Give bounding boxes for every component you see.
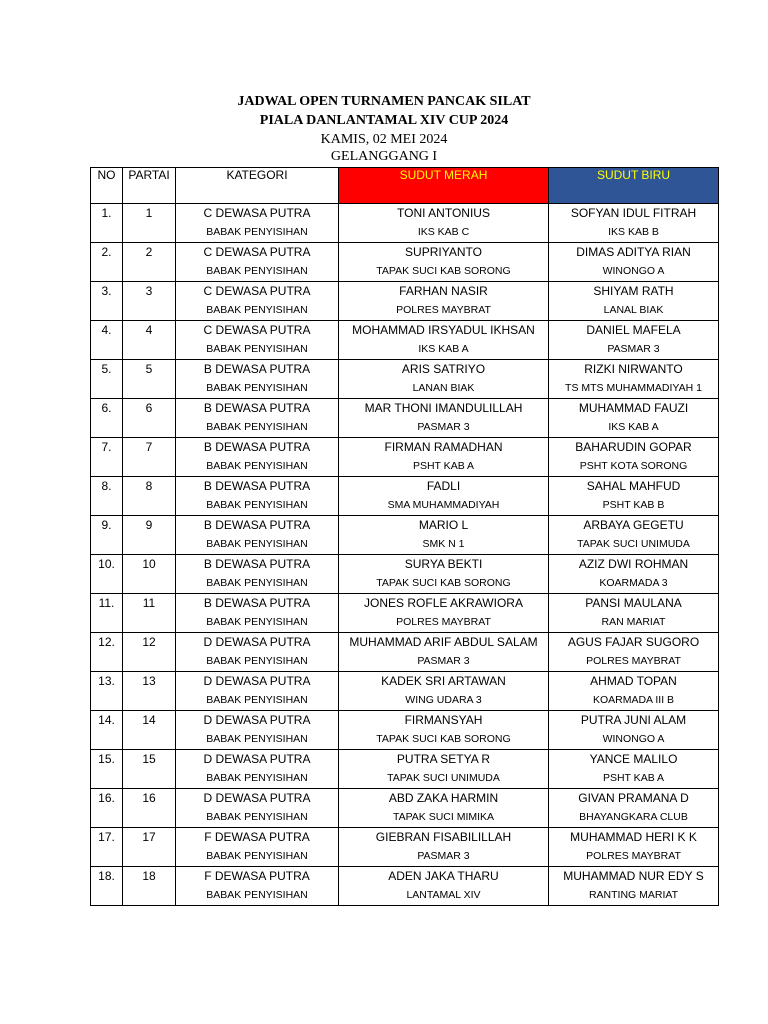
partai-number: 9: [123, 516, 176, 536]
red-corner-team: PASMAR 3: [339, 652, 549, 672]
red-corner-team: LANTAMAL XIV: [339, 886, 549, 906]
match-number: 4.: [91, 321, 123, 341]
kategori-cell: B DEWASA PUTRA: [176, 438, 339, 458]
empty-cell: [91, 574, 123, 594]
schedule-body: [91, 204, 719, 906]
blue-corner-name: PANSI MAULANA: [549, 594, 719, 614]
empty-cell: [123, 613, 176, 633]
match-row: [91, 672, 719, 692]
partai-number: 8: [123, 477, 176, 497]
match-row-detail: [91, 886, 719, 906]
partai-number: 5: [123, 360, 176, 380]
red-corner-team: TAPAK SUCI KAB SORONG: [339, 262, 549, 282]
blue-corner-name: MUHAMMAD HERI K K: [549, 828, 719, 848]
document-title: JADWAL OPEN TURNAMEN PANCAK SILAT: [237, 94, 531, 109]
match-number: 15.: [91, 750, 123, 770]
blue-corner-name: PUTRA JUNI ALAM: [549, 711, 719, 731]
empty-cell: [123, 223, 176, 243]
schedule-table: [90, 167, 719, 906]
blue-corner-team: TAPAK SUCI UNIMUDA: [549, 535, 719, 555]
red-corner-name: MOHAMMAD IRSYADUL IKHSAN: [339, 321, 549, 341]
partai-number: 13: [123, 672, 176, 692]
kategori-cell: C DEWASA PUTRA: [176, 243, 339, 263]
blue-corner-team: PSHT KAB B: [549, 496, 719, 516]
blue-corner-team: PSHT KAB A: [549, 769, 719, 789]
babak-cell: BABAK PENYISIHAN: [176, 418, 339, 438]
blue-corner-name: SHIYAM RATH: [549, 282, 719, 302]
kategori-cell: D DEWASA PUTRA: [176, 633, 339, 653]
empty-cell: [123, 418, 176, 438]
red-corner-team: IKS KAB C: [339, 223, 549, 243]
match-row-detail: [91, 769, 719, 789]
red-corner-name: KADEK SRI ARTAWAN: [339, 672, 549, 692]
blue-corner-team: LANAL BIAK: [549, 301, 719, 321]
empty-cell: [123, 847, 176, 867]
red-corner-name: FIRMAN RAMADHAN: [339, 438, 549, 458]
babak-cell: BABAK PENYISIHAN: [176, 457, 339, 477]
match-row: [91, 555, 719, 575]
empty-cell: [123, 301, 176, 321]
partai-number: 7: [123, 438, 176, 458]
match-row: [91, 594, 719, 614]
blue-corner-team: KOARMADA 3: [549, 574, 719, 594]
match-number: 6.: [91, 399, 123, 419]
kategori-cell: D DEWASA PUTRA: [176, 750, 339, 770]
match-row-detail: [91, 223, 719, 243]
empty-cell: [91, 769, 123, 789]
match-row: [91, 789, 719, 809]
blue-corner-team: IKS KAB A: [549, 418, 719, 438]
match-row: [91, 828, 719, 848]
match-number: 18.: [91, 867, 123, 887]
babak-cell: BABAK PENYISIHAN: [176, 301, 339, 321]
empty-cell: [123, 496, 176, 516]
match-number: 3.: [91, 282, 123, 302]
kategori-cell: D DEWASA PUTRA: [176, 789, 339, 809]
match-row: [91, 438, 719, 458]
kategori-cell: B DEWASA PUTRA: [176, 594, 339, 614]
red-corner-name: TONI ANTONIUS: [339, 204, 549, 224]
babak-cell: BABAK PENYISIHAN: [176, 847, 339, 867]
kategori-cell: F DEWASA PUTRA: [176, 828, 339, 848]
red-corner-name: PUTRA SETYA R: [339, 750, 549, 770]
blue-corner-team: RAN MARIAT: [549, 613, 719, 633]
empty-cell: [91, 847, 123, 867]
blue-corner-name: DIMAS ADITYA RIAN: [549, 243, 719, 263]
blue-corner-name: AHMAD TOPAN: [549, 672, 719, 692]
babak-cell: BABAK PENYISIHAN: [176, 886, 339, 906]
blue-corner-team: BHAYANGKARA CLUB: [549, 808, 719, 828]
partai-number: 14: [123, 711, 176, 731]
match-row-detail: [91, 496, 719, 516]
blue-corner-team: RANTING MARIAT: [549, 886, 719, 906]
empty-cell: [91, 223, 123, 243]
match-number: 16.: [91, 789, 123, 809]
match-row: [91, 750, 719, 770]
match-number: 14.: [91, 711, 123, 731]
empty-cell: [123, 808, 176, 828]
empty-cell: [123, 574, 176, 594]
blue-corner-team: POLRES MAYBRAT: [549, 652, 719, 672]
match-row: [91, 633, 719, 653]
match-row-detail: [91, 262, 719, 282]
red-corner-team: SMK N 1: [339, 535, 549, 555]
header-kategori: KATEGORI: [176, 168, 339, 204]
blue-corner-name: GIVAN PRAMANA D: [549, 789, 719, 809]
red-corner-name: MARIO L: [339, 516, 549, 536]
match-row: [91, 867, 719, 887]
empty-cell: [91, 457, 123, 477]
babak-cell: BABAK PENYISIHAN: [176, 691, 339, 711]
babak-cell: BABAK PENYISIHAN: [176, 652, 339, 672]
babak-cell: BABAK PENYISIHAN: [176, 262, 339, 282]
red-corner-team: PASMAR 3: [339, 418, 549, 438]
match-number: 11.: [91, 594, 123, 614]
header-sudut-merah: SUDUT MERAH: [339, 168, 549, 204]
blue-corner-team: TS MTS MUHAMMADIYAH 1: [549, 379, 719, 399]
arena-label: GELANGGANG I: [330, 149, 438, 164]
kategori-cell: B DEWASA PUTRA: [176, 555, 339, 575]
empty-cell: [123, 730, 176, 750]
red-corner-name: MUHAMMAD ARIF ABDUL SALAM: [339, 633, 549, 653]
blue-corner-team: KOARMADA III B: [549, 691, 719, 711]
blue-corner-name: SAHAL MAHFUD: [549, 477, 719, 497]
red-corner-name: GIEBRAN FISABILILLAH: [339, 828, 549, 848]
match-number: 17.: [91, 828, 123, 848]
red-corner-team: LANAN BIAK: [339, 379, 549, 399]
babak-cell: BABAK PENYISIHAN: [176, 340, 339, 360]
match-number: 5.: [91, 360, 123, 380]
partai-number: 4: [123, 321, 176, 341]
empty-cell: [91, 418, 123, 438]
red-corner-team: TAPAK SUCI KAB SORONG: [339, 574, 549, 594]
match-row: [91, 399, 719, 419]
empty-cell: [91, 886, 123, 906]
partai-number: 17: [123, 828, 176, 848]
partai-number: 1: [123, 204, 176, 224]
babak-cell: BABAK PENYISIHAN: [176, 574, 339, 594]
empty-cell: [123, 691, 176, 711]
blue-corner-name: BAHARUDIN GOPAR: [549, 438, 719, 458]
red-corner-name: FADLI: [339, 477, 549, 497]
red-corner-name: MAR THONI IMANDULILLAH: [339, 399, 549, 419]
blue-corner-name: AZIZ DWI ROHMAN: [549, 555, 719, 575]
match-row-detail: [91, 340, 719, 360]
empty-cell: [123, 262, 176, 282]
empty-cell: [123, 886, 176, 906]
schedule-date: KAMIS, 02 MEI 2024: [320, 132, 448, 147]
red-corner-name: ARIS SATRIYO: [339, 360, 549, 380]
red-corner-team: PSHT KAB A: [339, 457, 549, 477]
empty-cell: [91, 808, 123, 828]
babak-cell: BABAK PENYISIHAN: [176, 613, 339, 633]
match-row-detail: [91, 652, 719, 672]
empty-cell: [91, 340, 123, 360]
red-corner-name: FARHAN NASIR: [339, 282, 549, 302]
blue-corner-name: YANCE MALILO: [549, 750, 719, 770]
red-corner-team: TAPAK SUCI UNIMUDA: [339, 769, 549, 789]
match-row-detail: [91, 691, 719, 711]
red-corner-team: WING UDARA 3: [339, 691, 549, 711]
document-subtitle: PIALA DANLANTAMAL XIV CUP 2024: [259, 113, 509, 128]
match-row-detail: [91, 730, 719, 750]
partai-number: 11: [123, 594, 176, 614]
match-row: [91, 204, 719, 224]
blue-corner-team: POLRES MAYBRAT: [549, 847, 719, 867]
partai-number: 6: [123, 399, 176, 419]
match-row-detail: [91, 847, 719, 867]
babak-cell: BABAK PENYISIHAN: [176, 535, 339, 555]
kategori-cell: B DEWASA PUTRA: [176, 360, 339, 380]
blue-corner-team: WINONGO A: [549, 730, 719, 750]
empty-cell: [91, 262, 123, 282]
partai-number: 16: [123, 789, 176, 809]
match-number: 12.: [91, 633, 123, 653]
match-row: [91, 516, 719, 536]
red-corner-team: IKS KAB A: [339, 340, 549, 360]
match-row: [91, 321, 719, 341]
blue-corner-name: SOFYAN IDUL FITRAH: [549, 204, 719, 224]
match-number: 9.: [91, 516, 123, 536]
babak-cell: BABAK PENYISIHAN: [176, 730, 339, 750]
babak-cell: BABAK PENYISIHAN: [176, 769, 339, 789]
babak-cell: BABAK PENYISIHAN: [176, 379, 339, 399]
empty-cell: [91, 613, 123, 633]
empty-cell: [123, 340, 176, 360]
partai-number: 3: [123, 282, 176, 302]
kategori-cell: F DEWASA PUTRA: [176, 867, 339, 887]
match-row-detail: [91, 535, 719, 555]
match-row-detail: [91, 418, 719, 438]
match-row-detail: [91, 808, 719, 828]
kategori-cell: B DEWASA PUTRA: [176, 477, 339, 497]
kategori-cell: C DEWASA PUTRA: [176, 204, 339, 224]
match-number: 7.: [91, 438, 123, 458]
red-corner-name: ABD ZAKA HARMIN: [339, 789, 549, 809]
empty-cell: [91, 301, 123, 321]
blue-corner-team: IKS KAB B: [549, 223, 719, 243]
blue-corner-name: MUHAMMAD NUR EDY S: [549, 867, 719, 887]
empty-cell: [123, 379, 176, 399]
red-corner-name: SURYA BEKTI: [339, 555, 549, 575]
blue-corner-team: PASMAR 3: [549, 340, 719, 360]
red-corner-team: POLRES MAYBRAT: [339, 613, 549, 633]
header-partai: PARTAI: [123, 168, 176, 204]
empty-cell: [91, 652, 123, 672]
kategori-cell: D DEWASA PUTRA: [176, 672, 339, 692]
empty-cell: [91, 535, 123, 555]
blue-corner-team: PSHT KOTA SORONG: [549, 457, 719, 477]
red-corner-team: TAPAK SUCI MIMIKA: [339, 808, 549, 828]
babak-cell: BABAK PENYISIHAN: [176, 496, 339, 516]
empty-cell: [123, 457, 176, 477]
blue-corner-name: ARBAYA GEGETU: [549, 516, 719, 536]
match-number: 2.: [91, 243, 123, 263]
empty-cell: [91, 691, 123, 711]
kategori-cell: C DEWASA PUTRA: [176, 321, 339, 341]
babak-cell: BABAK PENYISIHAN: [176, 223, 339, 243]
match-number: 13.: [91, 672, 123, 692]
match-row-detail: [91, 574, 719, 594]
partai-number: 2: [123, 243, 176, 263]
red-corner-team: POLRES MAYBRAT: [339, 301, 549, 321]
match-row-detail: [91, 613, 719, 633]
match-row-detail: [91, 301, 719, 321]
empty-cell: [123, 535, 176, 555]
empty-cell: [91, 379, 123, 399]
blue-corner-name: DANIEL MAFELA: [549, 321, 719, 341]
header-no: NO: [91, 168, 123, 204]
empty-cell: [91, 730, 123, 750]
match-number: 8.: [91, 477, 123, 497]
kategori-cell: B DEWASA PUTRA: [176, 399, 339, 419]
blue-corner-name: MUHAMMAD FAUZI: [549, 399, 719, 419]
partai-number: 10: [123, 555, 176, 575]
blue-corner-name: RIZKI NIRWANTO: [549, 360, 719, 380]
match-row: [91, 282, 719, 302]
kategori-cell: D DEWASA PUTRA: [176, 711, 339, 731]
empty-cell: [91, 496, 123, 516]
match-row-detail: [91, 379, 719, 399]
empty-cell: [123, 652, 176, 672]
red-corner-team: TAPAK SUCI KAB SORONG: [339, 730, 549, 750]
match-row: [91, 711, 719, 731]
partai-number: 15: [123, 750, 176, 770]
match-number: 10.: [91, 555, 123, 575]
header-sudut-biru: SUDUT BIRU: [549, 168, 719, 204]
match-row: [91, 477, 719, 497]
partai-number: 12: [123, 633, 176, 653]
match-row: [91, 243, 719, 263]
red-corner-name: SUPRIYANTO: [339, 243, 549, 263]
match-row-detail: [91, 457, 719, 477]
red-corner-name: FIRMANSYAH: [339, 711, 549, 731]
blue-corner-name: AGUS FAJAR SUGORO: [549, 633, 719, 653]
table-header-row: [91, 168, 719, 204]
match-row: [91, 360, 719, 380]
red-corner-team: PASMAR 3: [339, 847, 549, 867]
partai-number: 18: [123, 867, 176, 887]
kategori-cell: C DEWASA PUTRA: [176, 282, 339, 302]
kategori-cell: B DEWASA PUTRA: [176, 516, 339, 536]
blue-corner-team: WINONGO A: [549, 262, 719, 282]
empty-cell: [123, 769, 176, 789]
red-corner-name: ADEN JAKA THARU: [339, 867, 549, 887]
red-corner-team: SMA MUHAMMADIYAH: [339, 496, 549, 516]
babak-cell: BABAK PENYISIHAN: [176, 808, 339, 828]
match-number: 1.: [91, 204, 123, 224]
red-corner-name: JONES ROFLE AKRAWIORA: [339, 594, 549, 614]
